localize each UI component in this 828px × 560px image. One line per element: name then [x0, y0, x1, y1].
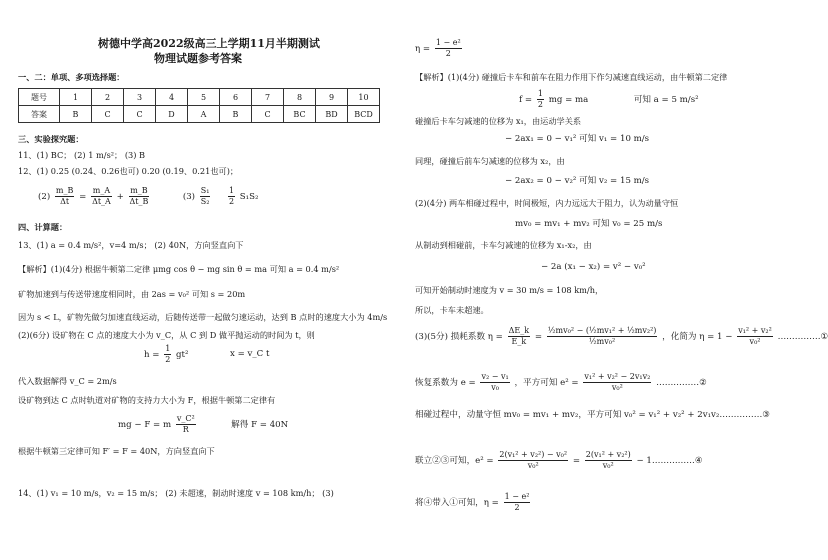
fraction [547, 326, 658, 347]
operator: + [116, 192, 124, 202]
numerator: m_B [55, 186, 74, 195]
formula-rhs: gt² [176, 350, 189, 360]
denominator: Δt_A [92, 197, 111, 206]
q13-line: 矿物加速到与传送带速度相同时，由 2as = v₀² 可知 s = 20m [18, 289, 246, 299]
left-column [0, 0, 397, 560]
table-cell: 1 [60, 89, 92, 106]
table-row-answers [19, 106, 380, 123]
table-header-cell: 题号 [19, 89, 60, 106]
formula-tail: S₁S₂ [239, 192, 259, 202]
numerator: v_C² [176, 414, 195, 423]
q13-distance-formula: x = v_C t [230, 349, 270, 359]
q14-analysis: 【解析】(1)(4分) 碰撞后卡车和前车在阻力作用下作匀减速直线运动，由牛顿第二定律 [415, 72, 728, 82]
table-cell: 6 [220, 89, 252, 106]
numerator: v₂ − v₁ [481, 372, 509, 381]
denominator: Δt_B [129, 197, 149, 206]
answer-q12-part1: 12、(1) 0.25 (0.24、0.26也可) 0.20 (0.19、0.21也可)； [18, 166, 239, 176]
table-cell: B [60, 106, 92, 123]
denominator: R [182, 425, 189, 434]
q14-line: 所以，卡车未超速。 [415, 305, 489, 315]
q14-formula: − 2ax₂ = 0 − v₂² 可知 v₂ = 15 m/s [505, 176, 650, 186]
denominator: 2 [165, 355, 171, 364]
fraction [176, 414, 196, 435]
table-cell: BCD [348, 106, 380, 123]
answer-q14-summary: 14、(1) v₁ = 10 m/s，v₂ = 15 m/s； (2) 未超速，制动时速度 v = 108 km/h； (3) [18, 488, 334, 498]
formula-mid: ，化简为 η = 1 − [662, 332, 733, 342]
q14-formula: − 2a (x₁ − x₂) = v² − v₀² [541, 262, 646, 272]
section-heading-choice: 一、二：单项、多项选择题： [18, 72, 125, 82]
formula-lhs: f = [519, 95, 533, 105]
table-header-cell: 答案 [19, 106, 60, 123]
denominator: 2 [445, 49, 451, 58]
answer-table [18, 88, 380, 123]
numerator: m_A [92, 186, 111, 195]
table-cell: 2 [92, 89, 124, 106]
numerator: 2(v₁² + v₂²) − v₀² [499, 450, 568, 459]
q13-analysis: 【解析】(1)(4分) 根据牛顿第二定律 μmg cos θ − mg sin θ = ma 可知 a = 0.4 m/s² [18, 264, 340, 274]
formula-result: 可知 a = 5 m/s² [633, 95, 699, 105]
equation-number: ……………① [777, 332, 828, 342]
formula-lhs: 将④带入①可知，η = [415, 498, 499, 508]
equation-number: − 1……………④ [636, 456, 703, 466]
formula-mid: ，平方可知 e² = [514, 378, 579, 388]
document-subtitle: 物理试题参考答案 [154, 52, 242, 65]
q14-line: 从制动到相碰前，卡车匀减速的位移为 x₁-x₂，由 [415, 240, 592, 250]
table-cell: 5 [188, 89, 220, 106]
fraction [164, 344, 171, 365]
denominator: v₀² [527, 461, 539, 470]
q14-momentum-formula: 相碰过程中，动量守恒 mv₀ = mv₁ + mv₂，平方可知 v₀² = v₁² + v₂² + 2v₁v₂……………③ [415, 410, 771, 420]
answer-q12-part2-formula [38, 186, 258, 207]
table-cell: A [188, 106, 220, 123]
operator: = [572, 456, 581, 466]
denominator: v₀² [611, 383, 623, 392]
denominator: ½mv₀² [588, 337, 616, 346]
fraction [585, 450, 632, 471]
numerator: m_B [130, 186, 148, 195]
table-cell: 10 [348, 89, 380, 106]
formula-rhs: mg = ma [548, 95, 589, 105]
formula-lhs: h = [144, 350, 160, 360]
numerator: 1 [165, 344, 171, 353]
denominator: v₀² [749, 337, 761, 346]
denominator: v₀ [491, 383, 499, 392]
numerator: 1 − e² [504, 492, 530, 501]
denominator: S₂ [200, 197, 210, 206]
section-heading-experiment: 三、实验探究题： [18, 134, 84, 144]
q13-line: 代入数据解得 v_C = 2m/s [18, 376, 117, 386]
q14-friction-formula [519, 89, 699, 110]
fraction [737, 326, 773, 347]
part-label: (3) [182, 192, 196, 202]
formula-lhs: mg − F = m [118, 420, 172, 430]
answer-q11: 11、(1) BC； (2) 1 m/s²； (3) B [18, 150, 146, 160]
formula-lhs: (3)(5分) 损耗系数 η = [415, 332, 503, 342]
part-label: (2) [38, 192, 51, 202]
numerator: ½mv₀² − (½mv₁² + ½mv₂²) [547, 326, 657, 335]
q13-force-formula [118, 414, 288, 435]
table-cell: 4 [156, 89, 188, 106]
fraction [200, 186, 211, 207]
table-cell: C [92, 106, 124, 123]
fraction [498, 450, 568, 471]
numerator: 2(v₁² + v₂²) [585, 450, 631, 459]
fraction [435, 38, 462, 59]
operator: = [534, 332, 543, 342]
q14-formula: mv₀ = mv₁ + mv₂ 可知 v₀ = 25 m/s [515, 219, 663, 229]
numerator: S₁ [200, 186, 210, 195]
table-cell: 3 [124, 89, 156, 106]
eta-formula-top [415, 38, 464, 59]
operator: = [79, 192, 87, 202]
fraction [504, 492, 531, 513]
q13-line: 设矿物到达 C 点时轨道对矿物的支持力大小为 F，根据牛顿第二定律有 [18, 395, 276, 405]
q13-line: 根据牛顿第三定律可知 F′ = F = 40N，方向竖直向下 [18, 446, 215, 456]
denominator: v₀² [602, 461, 614, 470]
right-column [397, 0, 828, 560]
q13-line: 因为 s < L，矿物先做匀加速直线运动，后随传送带一起做匀速运动，达到 B 点时的速度大小为 4m/s [18, 312, 388, 322]
fraction [480, 372, 509, 393]
numerator: 1 [228, 186, 235, 195]
document-title: 树德中学高2022级高三上学期11月半期测试 [98, 37, 320, 50]
table-cell: 7 [252, 89, 284, 106]
q13-height-formula [144, 344, 188, 365]
denominator: 2 [537, 100, 543, 109]
fraction [583, 372, 651, 393]
answer-q13-summary: 13、(1) a = 0.4 m/s²，v=4 m/s； (2) 40N，方向竖直向下 [18, 240, 244, 250]
table-cell: 8 [284, 89, 316, 106]
numerator: ΔE_k [508, 326, 530, 335]
denominator: 2 [514, 503, 520, 512]
denominator: 2 [228, 197, 235, 206]
equation-number: ……………② [656, 378, 707, 388]
q14-line: 同理，碰撞后前车匀减速的位移为 x₂，由 [415, 156, 565, 166]
q14-line: 碰撞后卡车匀减速的位移为 x₁，由运动学关系 [415, 116, 582, 126]
numerator: v₁² + v₂² − 2v₁v₂ [584, 372, 651, 381]
table-cell: 9 [316, 89, 348, 106]
formula-lhs: η = [415, 44, 431, 54]
table-cell: D [156, 106, 188, 123]
table-cell: B [220, 106, 252, 123]
numerator: 1 [537, 89, 543, 98]
formula-lhs: 恢复系数为 e = [415, 378, 476, 388]
fraction [129, 186, 150, 207]
section-heading-calculation: 四、计算题： [18, 222, 68, 232]
table-cell: BD [316, 106, 348, 123]
q14-final-formula [415, 492, 532, 513]
table-cell: C [124, 106, 156, 123]
fraction [537, 89, 544, 110]
q14-formula: − 2ax₁ = 0 − v₁² 可知 v₁ = 10 m/s [505, 134, 650, 144]
fraction [55, 186, 74, 207]
q14-line: (2)(4分) 两车相碰过程中，时间极短，内力远远大于阻力，认为动量守恒 [415, 198, 679, 208]
denominator: Δt [60, 197, 70, 206]
formula-lhs: 联立②③可知，e² = [415, 456, 494, 466]
q13-line: (2)(6分) 设矿物在 C 点的速度大小为 v_C，从 C 到 D 做平抛运动的时间为 t，则 [18, 330, 315, 340]
fraction [508, 326, 530, 347]
q14-restitution-formula [415, 372, 707, 393]
table-cell: BC [284, 106, 316, 123]
fraction [228, 186, 235, 207]
numerator: 1 − e² [435, 38, 461, 47]
table-cell: C [252, 106, 284, 123]
formula-result: 解得 F = 40N [231, 420, 289, 430]
q14-line: 可知开始制动时速度为 v = 30 m/s = 108 km/h， [415, 285, 604, 295]
denominator: E_k [511, 337, 527, 346]
q14-combined-formula [415, 450, 703, 471]
q14-loss-coefficient-formula [415, 326, 828, 347]
table-row-numbers [19, 89, 380, 106]
numerator: v₁² + v₂² [738, 326, 772, 335]
fraction [91, 186, 112, 207]
